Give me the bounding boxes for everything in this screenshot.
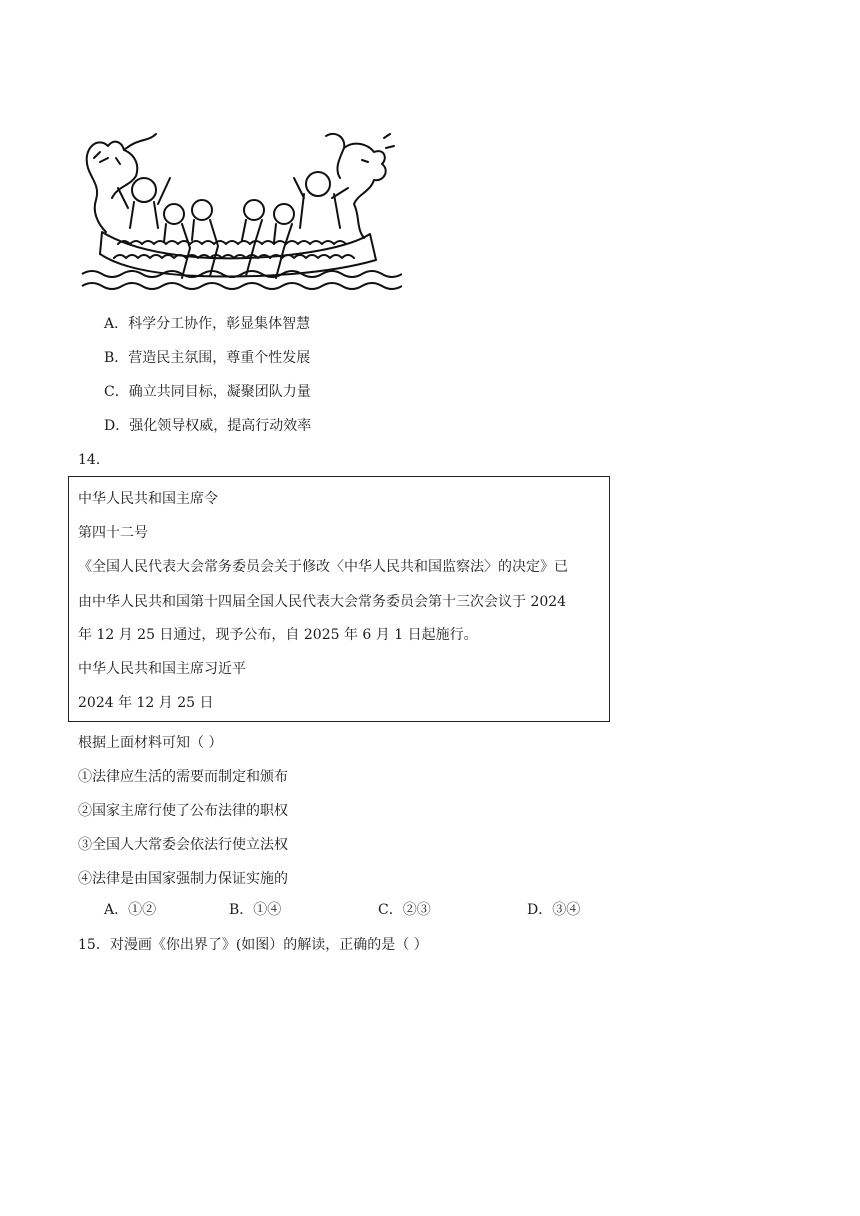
left-dragon-head	[87, 134, 156, 232]
q15-text: 15．对漫画《你出界了》(如图）的解读，正确的是（ ）	[78, 937, 428, 953]
q14-statement-4: ④法律是由国家强制力保证实施的	[78, 871, 288, 887]
order-body-line-1: 《全国人民代表大会常务委员会关于修改〈中华人民共和国监察法〉的决定》已	[78, 559, 568, 575]
q14-choice-d[interactable]: D．③④	[527, 902, 581, 918]
q14-choice-c[interactable]: C．②③	[378, 902, 431, 918]
q14-number: 14．	[78, 452, 110, 468]
q14-statement-2: ②国家主席行使了公布法律的职权	[78, 803, 288, 819]
order-title: 中华人民共和国主席令	[78, 491, 218, 507]
q13-option-a[interactable]: A．科学分工协作，彰显集体智慧	[104, 316, 311, 332]
water-waves	[82, 271, 402, 289]
q14-statement-3: ③全国人大常委会依法行使立法权	[78, 837, 288, 853]
q13-option-b[interactable]: B．营造民主氛围，尊重个性发展	[104, 350, 311, 366]
q14-choice-b[interactable]: B．①④	[229, 902, 282, 918]
q14-prompt: 根据上面材料可知（ ）	[78, 735, 223, 751]
order-date: 2024 年 12 月 25 日	[78, 695, 214, 711]
q14-choice-a[interactable]: A．①②	[104, 902, 157, 918]
right-dragon-head	[326, 134, 386, 238]
q13-option-c[interactable]: C．确立共同目标，凝聚团队力量	[104, 384, 311, 400]
order-number: 第四十二号	[78, 525, 148, 541]
dragon-boat-illustration	[78, 128, 402, 298]
q13-option-d[interactable]: D．强化领导权威，提高行动效率	[104, 418, 312, 434]
order-body-line-2: 由中华人民共和国第十四届全国人民代表大会常务委员会第十三次会议于 2024	[78, 594, 567, 610]
q14-statement-1: ①法律应生活的需要而制定和颁布	[78, 769, 288, 785]
order-body-line-3: 年 12 月 25 日通过，现予公布，自 2025 年 6 月 1 日起施行。	[78, 627, 478, 643]
order-signature: 中华人民共和国主席习近平	[78, 661, 246, 677]
